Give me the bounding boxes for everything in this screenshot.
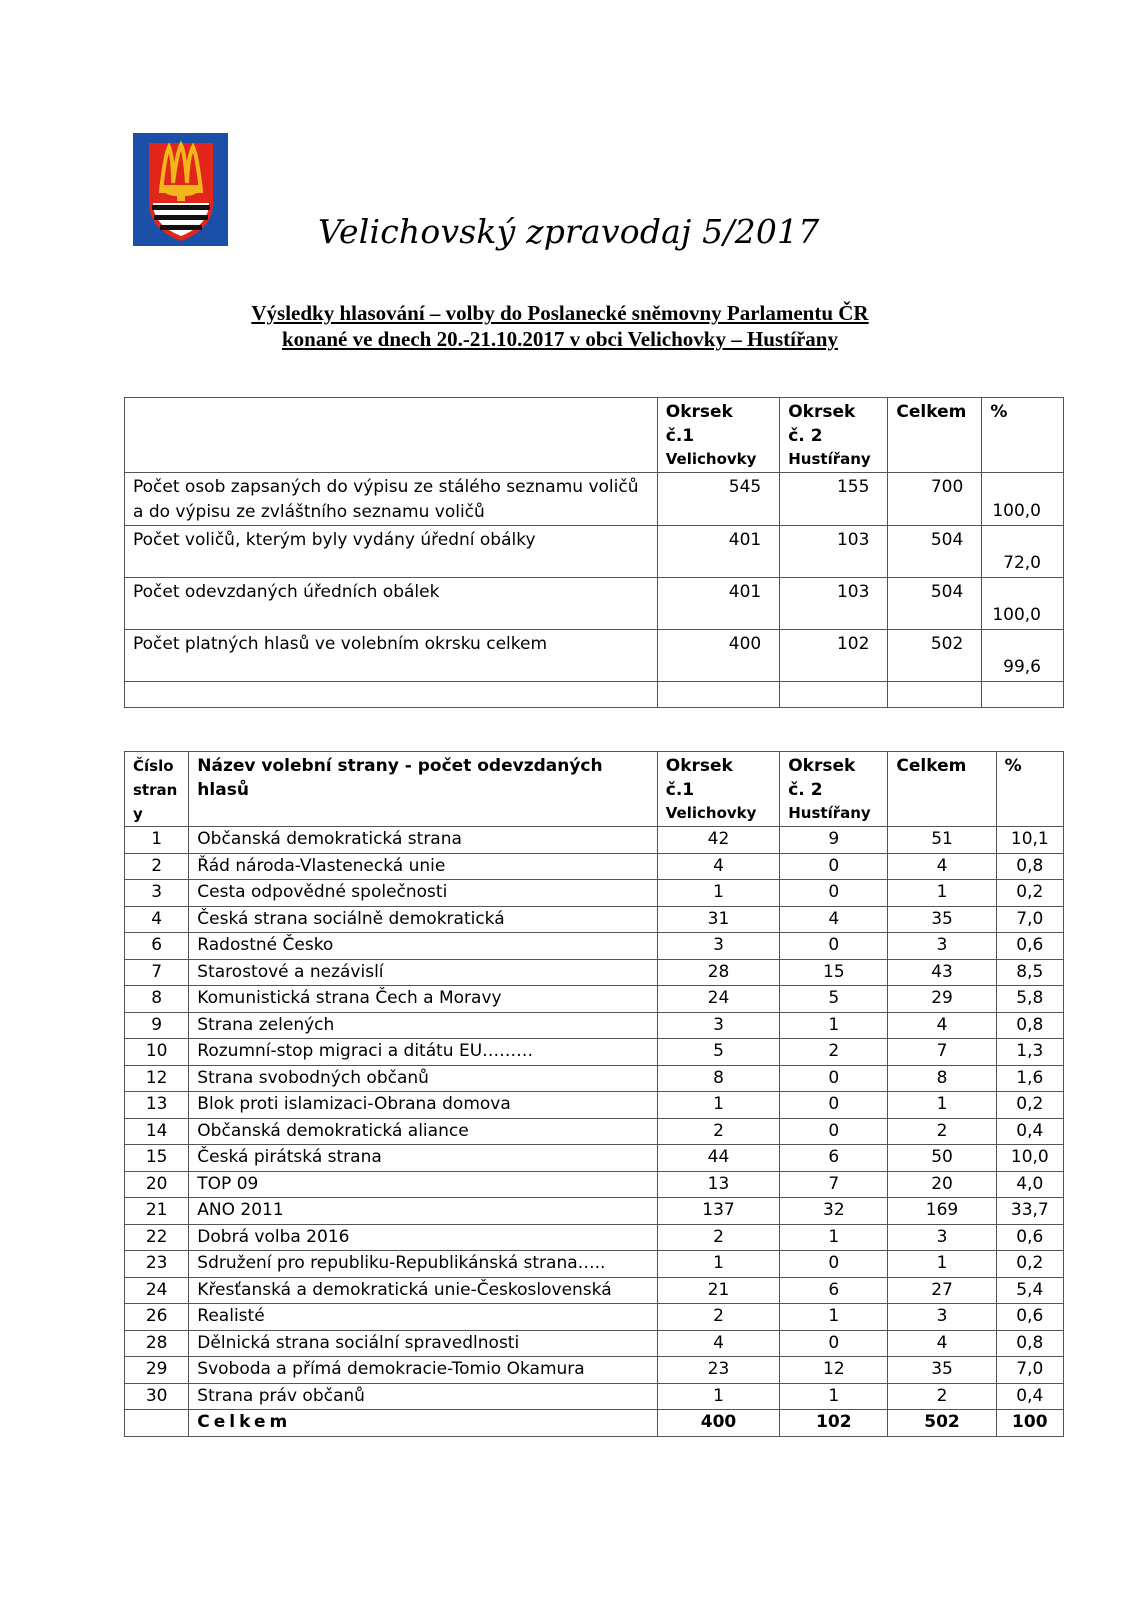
party-okrsek1-votes: 21	[657, 1277, 779, 1304]
party-header-row	[125, 752, 1064, 827]
party-row	[125, 1198, 1064, 1225]
party-okrsek1-votes: 44	[657, 1145, 779, 1172]
party-row	[125, 1118, 1064, 1145]
party-percent: 7,0	[996, 1357, 1063, 1384]
party-total-votes: 7	[888, 1039, 996, 1066]
party-okrsek1-votes: 137	[657, 1198, 779, 1225]
party-total-votes: 8	[888, 1065, 996, 1092]
party-name: Radostné Česko	[189, 933, 657, 960]
party-row	[125, 1224, 1064, 1251]
party-okrsek1-votes: 2	[657, 1224, 779, 1251]
party-percent: 0,4	[996, 1118, 1063, 1145]
party-okrsek1-votes: 13	[657, 1171, 779, 1198]
party-okrsek1-votes: 2	[657, 1118, 779, 1145]
party-name: Křesťanská a demokratická unie-Československá	[189, 1277, 657, 1304]
party-okrsek1-votes: 4	[657, 1330, 779, 1357]
party-percent: 0,8	[996, 1330, 1063, 1357]
party-row	[125, 1145, 1064, 1172]
party-row	[125, 1039, 1064, 1066]
party-percent: 4,0	[996, 1171, 1063, 1198]
party-number: 12	[125, 1065, 189, 1092]
party-number: 15	[125, 1145, 189, 1172]
party-name: Občanská demokratická strana	[189, 827, 657, 854]
party-okrsek1-votes: 3	[657, 1012, 779, 1039]
party-number: 6	[125, 933, 189, 960]
party-total-votes: 3	[888, 1224, 996, 1251]
party-percent: 8,5	[996, 959, 1063, 986]
party-okrsek1-votes: 2	[657, 1304, 779, 1331]
party-row	[125, 853, 1064, 880]
party-row	[125, 1092, 1064, 1119]
party-okrsek1-votes: 1	[657, 1383, 779, 1410]
party-okrsek2-votes: 1	[780, 1012, 888, 1039]
party-okrsek1-votes: 1	[657, 1092, 779, 1119]
party-row	[125, 1330, 1064, 1357]
party-okrsek2-votes: 0	[780, 880, 888, 907]
party-okrsek2-votes: 2	[780, 1039, 888, 1066]
party-okrsek2-votes: 7	[780, 1171, 888, 1198]
party-number: 1	[125, 827, 189, 854]
party-number: 9	[125, 1012, 189, 1039]
party-results-table	[124, 751, 1064, 1437]
party-row	[125, 1277, 1064, 1304]
party-okrsek2-votes: 0	[780, 933, 888, 960]
summary-row-okrsek2: 103	[780, 526, 888, 578]
party-percent: 5,4	[996, 1277, 1063, 1304]
party-total-votes: 20	[888, 1171, 996, 1198]
party-name: Česká strana sociálně demokratická	[189, 906, 657, 933]
party-number: 29	[125, 1357, 189, 1384]
party-name: Starostové a nezávislí	[189, 959, 657, 986]
summary-row-pct: 99,6	[982, 630, 1064, 682]
party-percent: 33,7	[996, 1198, 1063, 1225]
party-okrsek2-votes: 12	[780, 1357, 888, 1384]
party-total-sum: 502	[888, 1410, 996, 1437]
party-total-percent: 100	[996, 1410, 1063, 1437]
party-total-votes: 3	[888, 933, 996, 960]
party-name: Strana zelených	[189, 1012, 657, 1039]
summary-row-okrsek2: 155	[780, 473, 888, 526]
newsletter-title: Velichovský zpravodaj 5/2017	[318, 212, 820, 251]
party-total-votes: 3	[888, 1304, 996, 1331]
party-row	[125, 1251, 1064, 1278]
party-number: 8	[125, 986, 189, 1013]
summary-row-okrsek1: 401	[657, 526, 779, 578]
summary-header-total: Celkem	[888, 398, 982, 473]
summary-row-total: 504	[888, 578, 982, 630]
party-okrsek2-votes: 0	[780, 1118, 888, 1145]
party-name: Svoboda a přímá demokracie-Tomio Okamura	[189, 1357, 657, 1384]
summary-row-okrsek2: 103	[780, 578, 888, 630]
party-percent: 0,2	[996, 1092, 1063, 1119]
party-name: TOP 09	[189, 1171, 657, 1198]
party-number: 20	[125, 1171, 189, 1198]
party-total-votes: 2	[888, 1118, 996, 1145]
party-name: Sdružení pro republiku-Republikánská strana…..	[189, 1251, 657, 1278]
party-number: 24	[125, 1277, 189, 1304]
party-rows	[125, 827, 1064, 1437]
party-total-votes: 2	[888, 1383, 996, 1410]
summary-row-pct: 100,0	[982, 473, 1064, 526]
summary-row-okrsek2: 102	[780, 630, 888, 682]
party-percent: 0,8	[996, 853, 1063, 880]
party-okrsek2-votes: 5	[780, 986, 888, 1013]
summary-row	[125, 578, 1064, 630]
summary-header-okrsek2: Okrsek č. 2 Hustířany	[780, 398, 888, 473]
party-percent: 0,2	[996, 880, 1063, 907]
summary-row-okrsek1: 401	[657, 578, 779, 630]
party-total-votes: 1	[888, 1092, 996, 1119]
party-number: 22	[125, 1224, 189, 1251]
party-total-votes: 4	[888, 853, 996, 880]
party-name: Strana práv občanů	[189, 1383, 657, 1410]
party-row	[125, 827, 1064, 854]
party-number: 30	[125, 1383, 189, 1410]
party-percent: 0,8	[996, 1012, 1063, 1039]
summary-row	[125, 630, 1064, 682]
party-percent: 1,3	[996, 1039, 1063, 1066]
party-header-number: Číslo stran y	[125, 752, 189, 827]
party-name: Cesta odpovědné společnosti	[189, 880, 657, 907]
party-okrsek2-votes: 9	[780, 827, 888, 854]
party-name: Dělnická strana sociální spravedlnosti	[189, 1330, 657, 1357]
party-okrsek2-votes: 0	[780, 1092, 888, 1119]
party-percent: 0,2	[996, 1251, 1063, 1278]
party-number: 4	[125, 906, 189, 933]
summary-row-pct: 100,0	[982, 578, 1064, 630]
party-total-votes: 43	[888, 959, 996, 986]
party-total-votes: 1	[888, 1251, 996, 1278]
party-name: Rozumní-stop migraci a ditátu EU………	[189, 1039, 657, 1066]
party-name: Občanská demokratická aliance	[189, 1118, 657, 1145]
heading-line-2: konané ve dnech 20.-21.10.2017 v obci Velichovky – Hustířany	[282, 327, 838, 351]
party-row	[125, 1357, 1064, 1384]
party-total-votes: 51	[888, 827, 996, 854]
summary-row-pct: 72,0	[982, 526, 1064, 578]
party-name: ANO 2011	[189, 1198, 657, 1225]
results-heading	[120, 300, 1000, 352]
party-total-row	[125, 1410, 1064, 1437]
summary-row	[125, 526, 1064, 578]
party-total-votes: 35	[888, 1357, 996, 1384]
summary-row-okrsek1: 400	[657, 630, 779, 682]
party-header-okrsek1: Okrsek č.1 Velichovky	[657, 752, 779, 827]
party-row	[125, 1065, 1064, 1092]
party-row	[125, 906, 1064, 933]
party-percent: 0,6	[996, 1224, 1063, 1251]
party-number: 10	[125, 1039, 189, 1066]
party-okrsek1-votes: 1	[657, 880, 779, 907]
party-row	[125, 933, 1064, 960]
party-okrsek1-votes: 42	[657, 827, 779, 854]
party-okrsek2-votes: 1	[780, 1224, 888, 1251]
summary-header-row	[125, 398, 1064, 473]
party-okrsek2-votes: 15	[780, 959, 888, 986]
summary-row-label: Počet voličů, kterým byly vydány úřední obálky	[125, 526, 658, 578]
party-name: Dobrá volba 2016	[189, 1224, 657, 1251]
party-header-name: Název volební strany - počet odevzdaných hlasů	[189, 752, 657, 827]
party-name: Česká pirátská strana	[189, 1145, 657, 1172]
summary-row-label: Počet osob zapsaných do výpisu ze stálého seznamu voličů a do výpisu ze zvláštního seznamu voličů	[125, 473, 658, 526]
party-percent: 0,6	[996, 933, 1063, 960]
party-row	[125, 986, 1064, 1013]
party-okrsek1-votes: 24	[657, 986, 779, 1013]
party-number: 28	[125, 1330, 189, 1357]
party-number: 13	[125, 1092, 189, 1119]
party-okrsek2-votes: 6	[780, 1145, 888, 1172]
party-okrsek2-votes: 0	[780, 1251, 888, 1278]
turnout-summary-table	[124, 397, 1064, 708]
party-percent: 0,4	[996, 1383, 1063, 1410]
party-header-total: Celkem	[888, 752, 996, 827]
summary-row-okrsek1: 545	[657, 473, 779, 526]
summary-row-total: 504	[888, 526, 982, 578]
party-okrsek2-votes: 1	[780, 1304, 888, 1331]
party-okrsek2-votes: 4	[780, 906, 888, 933]
summary-header-pct: %	[982, 398, 1064, 473]
party-header-okrsek2: Okrsek č. 2 Hustířany	[780, 752, 888, 827]
party-okrsek1-votes: 23	[657, 1357, 779, 1384]
party-name: Komunistická strana Čech a Moravy	[189, 986, 657, 1013]
party-okrsek2-votes: 1	[780, 1383, 888, 1410]
party-total-votes: 4	[888, 1330, 996, 1357]
municipal-crest-logo	[133, 133, 228, 246]
summary-row-label: Počet platných hlasů ve volebním okrsku celkem	[125, 630, 658, 682]
party-okrsek2-votes: 0	[780, 1065, 888, 1092]
party-total-votes: 50	[888, 1145, 996, 1172]
party-okrsek2-votes: 32	[780, 1198, 888, 1225]
party-number: 3	[125, 880, 189, 907]
party-okrsek1-votes: 28	[657, 959, 779, 986]
party-okrsek1-votes: 8	[657, 1065, 779, 1092]
party-row	[125, 1304, 1064, 1331]
party-name: Strana svobodných občanů	[189, 1065, 657, 1092]
party-row	[125, 1171, 1064, 1198]
party-okrsek2-votes: 0	[780, 1330, 888, 1357]
party-total-votes: 27	[888, 1277, 996, 1304]
party-total-votes: 4	[888, 1012, 996, 1039]
party-okrsek1-votes: 31	[657, 906, 779, 933]
heading-line-1: Výsledky hlasování – volby do Poslanecké sněmovny Parlamentu ČR	[251, 301, 869, 325]
party-row	[125, 1012, 1064, 1039]
party-row	[125, 1383, 1064, 1410]
party-percent: 10,0	[996, 1145, 1063, 1172]
party-total-number	[125, 1410, 189, 1437]
party-number: 26	[125, 1304, 189, 1331]
party-total-label: Celkem	[189, 1410, 657, 1437]
party-number: 7	[125, 959, 189, 986]
party-percent: 7,0	[996, 906, 1063, 933]
summary-row-total: 502	[888, 630, 982, 682]
summary-header-label	[125, 398, 658, 473]
party-row	[125, 959, 1064, 986]
party-total-votes: 29	[888, 986, 996, 1013]
party-percent: 5,8	[996, 986, 1063, 1013]
party-okrsek1-votes: 1	[657, 1251, 779, 1278]
summary-header-okrsek1: Okrsek č.1 Velichovky	[657, 398, 779, 473]
party-number: 21	[125, 1198, 189, 1225]
party-percent: 10,1	[996, 827, 1063, 854]
party-total-votes: 35	[888, 906, 996, 933]
party-okrsek1-votes: 4	[657, 853, 779, 880]
party-name: Realisté	[189, 1304, 657, 1331]
party-percent: 0,6	[996, 1304, 1063, 1331]
party-name: Blok proti islamizaci-Obrana domova	[189, 1092, 657, 1119]
party-header-pct: %	[996, 752, 1063, 827]
summary-row	[125, 473, 1064, 526]
party-total-votes: 1	[888, 880, 996, 907]
summary-row-label: Počet odevzdaných úředních obálek	[125, 578, 658, 630]
party-name: Řád národa-Vlastenecká unie	[189, 853, 657, 880]
party-number: 14	[125, 1118, 189, 1145]
party-percent: 1,6	[996, 1065, 1063, 1092]
party-number: 23	[125, 1251, 189, 1278]
party-okrsek2-votes: 6	[780, 1277, 888, 1304]
summary-row-total: 700	[888, 473, 982, 526]
party-okrsek1-votes: 3	[657, 933, 779, 960]
party-total-votes: 169	[888, 1198, 996, 1225]
party-total-okrsek1: 400	[657, 1410, 779, 1437]
party-row	[125, 880, 1064, 907]
party-okrsek1-votes: 5	[657, 1039, 779, 1066]
party-okrsek2-votes: 0	[780, 853, 888, 880]
summary-empty-row	[125, 682, 1064, 708]
party-number: 2	[125, 853, 189, 880]
party-total-okrsek2: 102	[780, 1410, 888, 1437]
